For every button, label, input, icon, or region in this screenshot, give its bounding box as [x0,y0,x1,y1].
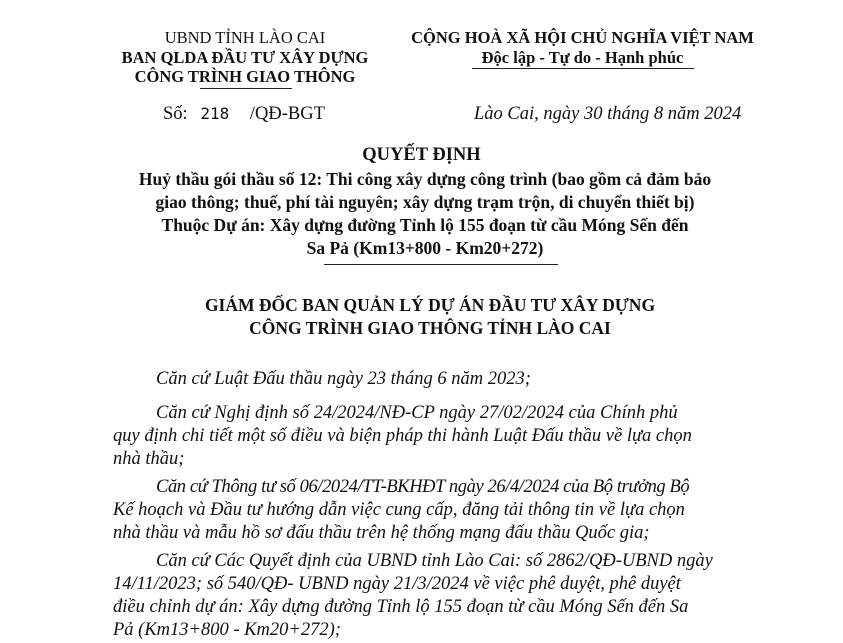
basis-para-2-line-1: Căn cứ Nghị định số 24/2024/NĐ-CP ngày 27/02/2024 của Chính phủ [156,403,678,423]
place-date: Lào Cai, ngày 30 tháng 8 năm 2024 [474,104,742,124]
authority-line-2: CÔNG TRÌNH GIAO THÔNG TỈNH LÀO CAI [249,318,611,338]
basis-para-1: Căn cứ Luật Đấu thầu ngày 23 tháng 6 năm 2023; [156,369,531,389]
agency-underline [200,88,292,89]
authority-line-1: GIÁM ĐỐC BAN QUẢN LÝ DỰ ÁN ĐẦU TƯ XÂY DỰNG [204,295,656,315]
basis-para-2-line-2: quy định chi tiết một số điều và biện pháp thi hành Luật Đấu thầu về lựa chọn [113,426,692,446]
basis-para-4-line-1: Căn cứ Các Quyết định của UBND tỉnh Lào Cai: số 2862/QĐ-UBND ngày [156,551,713,571]
subject-line-4: Sa Pả (Km13+800 - Km20+272) [306,238,544,258]
subject-line-1: Huỷ thầu gói thầu số 12: Thi công xây dựng công trình (bao gồm cả đảm bảo [138,169,712,189]
agency-parent: UBND TỈNH LÀO CAI [164,28,326,47]
basis-para-4-line-3: điều chỉnh dự án: Xây dựng đường Tỉnh lộ 155 đoạn từ cầu Móng Sến đến Sa [113,597,689,617]
doc-number [163,104,325,125]
subject-line-2: giao thông; thuế, phí tài nguyên; xây dựng trạm trộn, di chuyển thiết bị) [155,192,695,212]
national-motto: Độc lập - Tự do - Hạnh phúc [481,48,684,67]
doc-number-prefix: Số: [163,104,188,124]
country-name: CỘNG HOÀ XÃ HỘI CHỦ NGHĨA VIỆT NAM [411,28,754,47]
basis-para-3-line-3: nhà thầu và mẫu hồ sơ đấu thầu trên hệ thống mạng đấu thầu Quốc gia; [113,523,650,543]
basis-para-4-line-4: Pả (Km13+800 - Km20+272); [113,620,341,640]
basis-para-2-line-3: nhà thầu; [113,449,185,469]
doc-title: QUYẾT ĐỊNH [362,145,481,165]
basis-para-3-line-1: Căn cứ Thông tư số 06/2024/TT-BKHĐT ngày 26/4/2024 của Bộ trưởng Bộ [156,477,690,497]
basis-para-4-line-2: 14/11/2023; số 540/QĐ- UBND ngày 21/3/2024 về việc phê duyệt, phê duyệt [113,574,681,594]
doc-number-suffix: /QĐ-BGT [249,104,325,124]
doc-number-value: 218 [200,104,230,123]
basis-para-3-line-2: Kế hoạch và Đầu tư hướng dẫn việc cung cấp, đăng tải thông tin về lựa chọn [113,500,685,520]
subject-underline [324,264,558,265]
agency-name-line2: CÔNG TRÌNH GIAO THÔNG [134,67,356,86]
subject-line-3: Thuộc Dự án: Xây dựng đường Tỉnh lộ 155 đoạn từ cầu Móng Sến đến [161,215,689,235]
agency-name-line1: BAN QLDA ĐẦU TƯ XÂY DỰNG [121,48,369,67]
motto-underline [472,68,694,69]
